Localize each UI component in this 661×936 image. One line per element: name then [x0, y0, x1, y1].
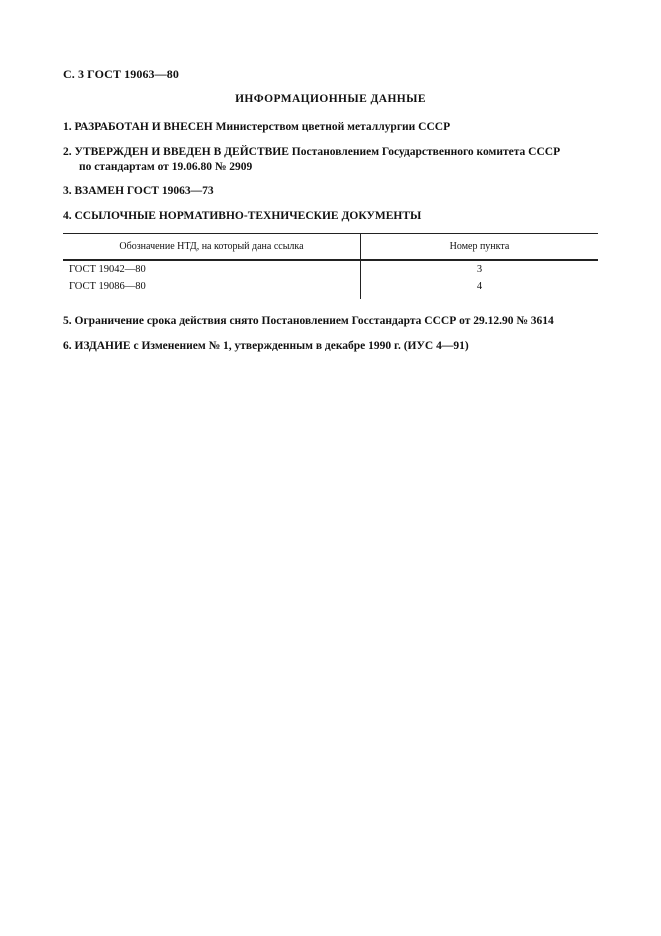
table-row [63, 260, 598, 278]
reference-documents-table [63, 233, 598, 299]
info-item-4 [63, 209, 608, 224]
info-item-1 [63, 120, 608, 135]
column-header-document: Обозначение НТД, на который дана ссылка [63, 234, 361, 261]
item-3-lead: 3. ВЗАМЕН ГОСТ 19063—73 [63, 185, 214, 197]
table-cell-document: ГОСТ 19086—80 [63, 278, 361, 299]
table-cell-clause: 3 [476, 264, 483, 275]
page-header: С. 3 ГОСТ 19063—80 [63, 67, 179, 81]
table-header-row [63, 234, 598, 261]
column-header-clause: Номер пункта [361, 234, 599, 261]
item-2-lead: 2. УТВЕРЖДЕН И ВВЕДЕН В ДЕЙСТВИЕ [63, 146, 289, 158]
info-item-5 [63, 314, 608, 329]
table-cell-document: ГОСТ 19042—80 [63, 260, 361, 278]
item-1-lead: 1. РАЗРАБОТАН И ВНЕСЕН [63, 121, 213, 133]
item-5-lead: 5. Ограничение срока действия снято Постановлением Госстандарта СССР от 29.12.90 № 3614 [63, 315, 554, 327]
item-2-continuation: по стандартам от 19.06.80 № 2909 [79, 161, 253, 173]
info-item-2 [63, 145, 608, 175]
section-title: ИНФОРМАЦИОННЫЕ ДАННЫЕ [235, 93, 426, 105]
item-6-lead: 6. ИЗДАНИЕ с Изменением № 1, утвержденным в декабре 1990 г. (ИУС 4—91) [63, 340, 469, 352]
info-item-3 [63, 184, 608, 199]
table-row [63, 278, 598, 299]
info-item-6 [63, 339, 608, 354]
item-2-text: Постановлением Государственного комитета СССР [288, 146, 561, 158]
item-4-lead: 4. ССЫЛОЧНЫЕ НОРМАТИВНО-ТЕХНИЧЕСКИЕ ДОКУМЕНТЫ [63, 210, 422, 222]
table-cell-clause: 4 [476, 281, 483, 292]
item-1-text: Министерством цветной металлургии СССР [212, 121, 451, 133]
